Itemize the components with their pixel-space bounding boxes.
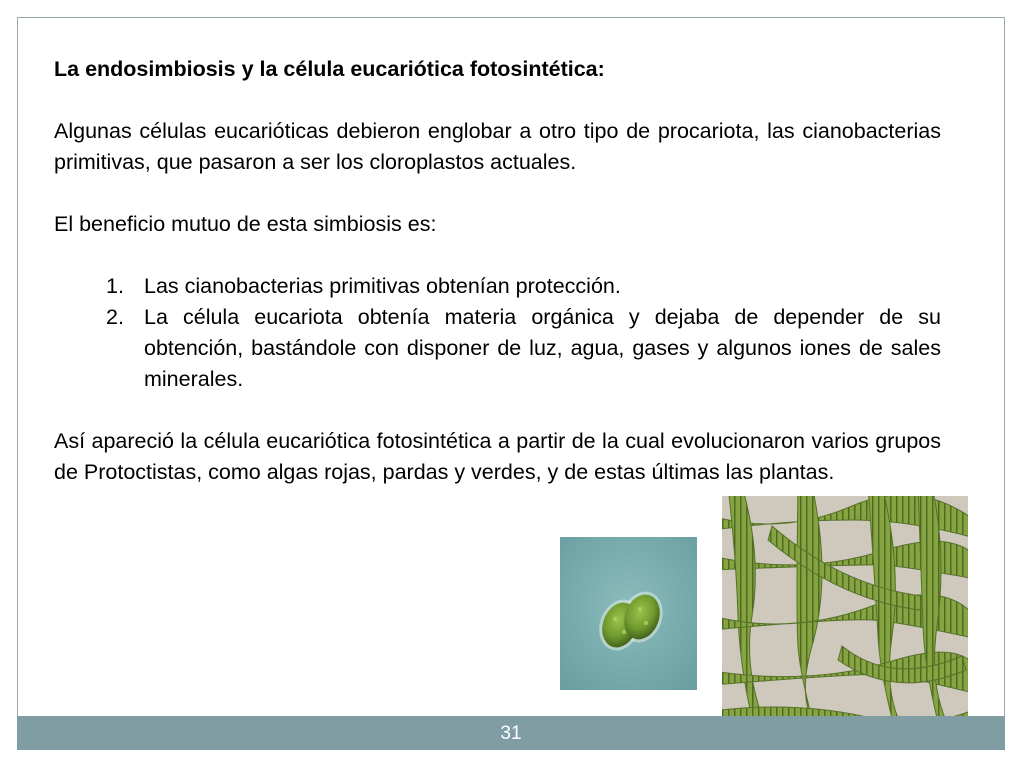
- cyanobacteria-filaments-image: [722, 496, 968, 729]
- page-number: 31: [500, 723, 522, 744]
- benefit-list: [54, 271, 941, 395]
- list-item-text: La célula eucariota obtenía materia orgánica y dejaba de depender de su obtención, bastándole con disponer de luz, agua, gases y algunos iones de sales minerales.: [144, 305, 941, 391]
- paragraph-endosymbiosis: Algunas células eucarióticas debieron englobar a otro tipo de procariota, las cianobacterias primitivas, que pasaron a ser los cloroplastos actuales.: [54, 119, 941, 174]
- list-item: [54, 302, 941, 395]
- paragraph-conclusion: Así apareció la célula eucariótica fotosintética a partir de la cual evolucionaron varios grupos de Protoctistas, como algas rojas, pardas y verdes, y de estas últimas las plantas.: [54, 429, 941, 484]
- slide-content: [54, 54, 941, 488]
- slide-title: La endosimbiosis y la célula eucariótica fotosintética:: [54, 57, 605, 81]
- cyanobacteria-cell-image: [560, 537, 697, 690]
- list-item-text: Las cianobacterias primitivas obtenían protección.: [144, 274, 621, 298]
- list-item-number: 1.: [106, 274, 124, 298]
- paragraph-benefit-intro: El beneficio mutuo de esta simbiosis es:: [54, 212, 437, 236]
- list-item: [54, 271, 941, 302]
- list-item-number: 2.: [106, 305, 124, 329]
- footer-bar: [17, 716, 1005, 750]
